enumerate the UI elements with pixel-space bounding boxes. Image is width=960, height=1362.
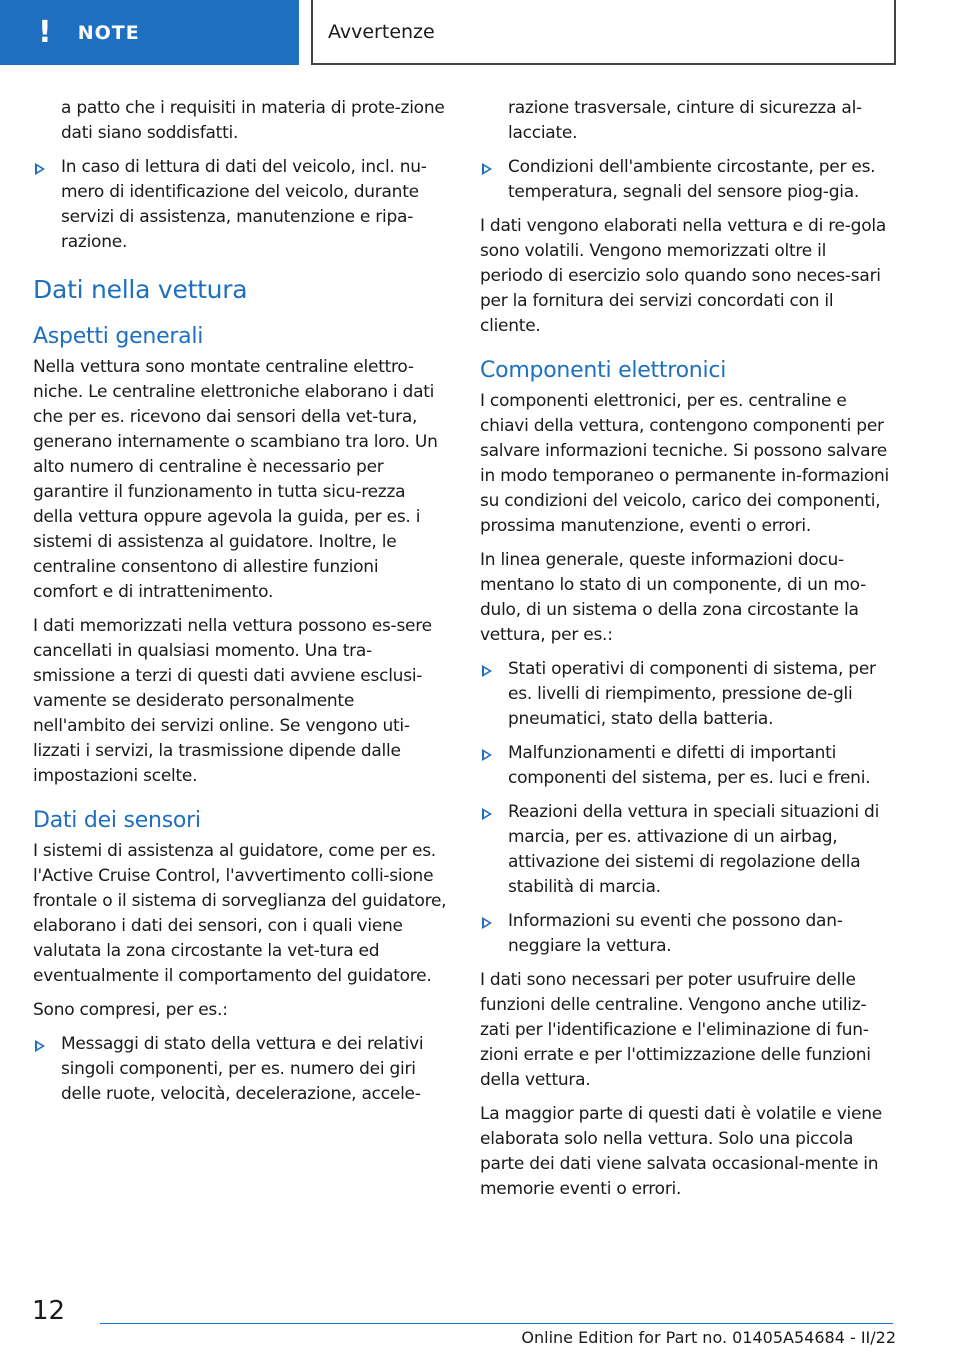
- bullet-item: Stati operativi di componenti di sistema, per es. livelli di riempimento, pressione de-gli pneumatici, stato della batteria.: [480, 657, 894, 732]
- paragraph: I sistemi di assistenza al guidatore, come per es. l'Active Cruise Control, l'avvertimento colli-sione frontale o il sistema di sorveglianza del guidatore, elaborano i dati dei sensori, con i quali viene valutata la zona circostante la vet-tura ed eventualmente il comportamento del guidatore.: [33, 841, 447, 986]
- paragraph: In linea generale, queste informazioni docu-mentano lo stato di un componente, di un mo-dulo, di un sistema o della zona circostante la vettura, per es.:: [480, 550, 866, 645]
- edition-footer: Online Edition for Part no. 01405A54684 - II/22: [521, 1328, 896, 1347]
- paragraph: I componenti elettronici, per es. centraline e chiavi della vettura, contengono componenti per salvare informazioni tecniche. Si possono salvare in modo temporaneo o permanente in-formazioni su condizioni del veicolo, carico dei componenti, prossima manutenzione, eventi o errori.: [480, 391, 890, 536]
- bullet-item: Informazioni su eventi che possono dan-neggiare la vettura.: [480, 909, 894, 959]
- bullet-item: In caso di lettura di dati del veicolo, incl. nu-mero di identificazione del veicolo, durante servizi di assistenza, manutenzione e ripa-razione.: [33, 155, 447, 255]
- paragraph: Nella vettura sono montate centraline elettro-niche. Le centraline elettroniche elaborano i dati che per es. ricevono dai sensori della vet-tura, generano internamente o scambiano tra loro. Un alto numero di centraline è necessario per garantire il funzionamento in tutta sicu-rezza della vettura oppure agevola la guida, per es. i sistemi di assistenza al guidatore. Inoltre, le centraline consentono di allestire funzioni comfort e di intrattenimento.: [33, 357, 438, 602]
- bullet-item: Reazioni della vettura in speciali situazioni di marcia, per es. attivazione di un airbag, attivazione dei sistemi di regolazione della stabilità di marcia.: [480, 800, 894, 900]
- note-tab: [0, 0, 299, 65]
- heading-componenti-elettronici: Componenti elettronici: [480, 358, 727, 383]
- bullet-item: Messaggi di stato della vettura e dei relativi singoli componenti, per es. numero dei giri delle ruote, velocità, decelerazione, accele-: [33, 1032, 447, 1107]
- section-title: Avvertenze: [328, 20, 435, 43]
- exclamation-icon: !: [38, 14, 52, 50]
- heading-aspetti-generali: Aspetti generali: [33, 324, 204, 349]
- paragraph: Sono compresi, per es.:: [33, 1000, 228, 1020]
- heading-dati-nella-vettura: Dati nella vettura: [33, 275, 248, 304]
- paragraph: I dati sono necessari per poter usufruire delle funzioni delle centraline. Vengono anche utiliz-zati per l'identificazione e l'eliminazione di fun-zioni errate e per l'ottimizzazione delle funzioni della vettura.: [480, 970, 871, 1090]
- section-header: [311, 0, 896, 65]
- paragraph: I dati memorizzati nella vettura possono es-sere cancellati in qualsiasi momento. Una tra-smissione a terzi di questi dati avviene esclusi-vamente se desiderato personalmente nell'ambito dei servizi online. Se vengono uti-lizzati i servizi, la trasmissione dipende dalle impostazioni scelte.: [33, 616, 432, 786]
- bullet-item: Condizioni dell'ambiente circostante, per es. temperatura, segnali del sensore piog-gia.: [480, 155, 894, 205]
- heading-dati-dei-sensori: Dati dei sensori: [33, 808, 201, 833]
- continued-text: a patto che i requisiti in materia di prote-zione dati siano soddisfatti.: [61, 98, 445, 143]
- footer-divider: [100, 1323, 893, 1324]
- page-number: 12: [32, 1296, 66, 1326]
- paragraph: I dati vengono elaborati nella vettura e di re-gola sono volatili. Vengono memorizzati oltre il periodo di esercizio solo quando sono neces-sari per la fornitura dei servizi concordati con il cliente.: [480, 216, 886, 336]
- bullet-item: Malfunzionamenti e difetti di importanti componenti del sistema, per es. luci e freni.: [480, 741, 894, 791]
- continued-text: razione trasversale, cinture di sicurezza al-lacciate.: [508, 98, 862, 143]
- note-label: NOTE: [77, 21, 140, 44]
- left-column: [33, 96, 447, 1116]
- paragraph: La maggior parte di questi dati è volatile e viene elaborata solo nella vettura. Solo una piccola parte dei dati viene salvata occasional-mente in memorie eventi o errori.: [480, 1104, 882, 1199]
- right-column: [480, 96, 894, 1211]
